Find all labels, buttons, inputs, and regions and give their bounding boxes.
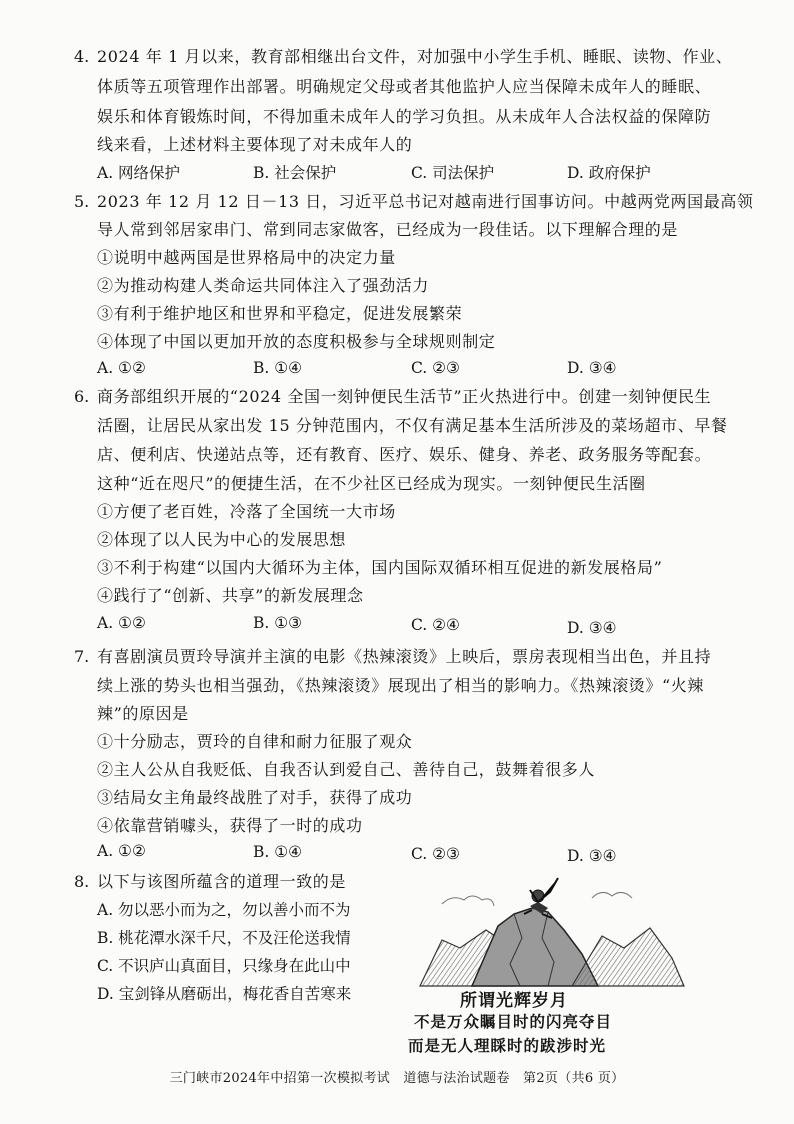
question-text-line: 店、便利店、快递站点等，还有教育、医疗、娱乐、健身、养老、政务服务等配套。 <box>97 445 712 464</box>
option-d: D. 宝剑锋从磨砺出，梅花香自苦寒来 <box>97 985 352 1003</box>
page-footer: 三门峡市2024年中招第一次模拟考试 道德与法治试题卷 第2页（共6 页） <box>169 1071 625 1086</box>
option-a: A. 网络保护 <box>97 164 181 182</box>
question-text-line: 有喜剧演员贾玲导演并主演的电影《热辣滚烫》上映后，票房表现相当出色，并且持 <box>97 647 712 666</box>
question-number: 6. <box>74 387 90 406</box>
question-number: 7. <box>74 647 90 666</box>
option-d: D. 政府保护 <box>567 164 651 182</box>
caption-line-3: 而是无人理睬时的跋涉时光 <box>408 1037 607 1055</box>
question-text-line: 这种“近在咫尺”的便捷生活，在不少社区已经成为现实。一刻钟便民生活圈 <box>97 474 646 493</box>
statement-1: ①方便了老百姓，冷落了全国统一大市场 <box>97 502 396 521</box>
statement-3: ③有利于维护地区和世界和平稳定，促进发展繁荣 <box>97 304 463 323</box>
climber-figure <box>524 878 558 918</box>
statement-2: ②为推动构建人类命运共同体注入了强劲活力 <box>97 276 430 295</box>
option-a: A. 勿以恶小而为之，勿以善小而不为 <box>97 901 351 919</box>
option-c: C. ②④ <box>411 616 460 634</box>
option-a: A. ①② <box>97 359 146 377</box>
statement-4: ④践行了“创新、共享”的新发展理念 <box>97 586 364 605</box>
statement-3: ③结局女主角最终战胜了对手，获得了成功 <box>97 788 413 807</box>
option-b: B. ①④ <box>253 843 303 861</box>
option-c: C. 不识庐山真面目，只缘身在此山中 <box>97 957 351 975</box>
question-text-line: 娱乐和体育锻炼时间，不得加重未成年人的学习负担。从未成年人合法权益的保障防 <box>97 107 712 126</box>
question-text-line: 导人常到邻居家串门、常到同志家做客，已经成为一段佳话。以下理解合理的是 <box>97 220 679 239</box>
question-number: 4. <box>74 47 90 66</box>
statement-3: ③不利于构建“以国内大循环为主体，国内国际双循环相互促进的新发展格局” <box>97 558 663 577</box>
option-d: D. ③④ <box>567 847 617 865</box>
question-text-line: 活圈，让居民从家出发 15 分钟范围内，不仅有满足基本生活所涉及的菜场超市、早餐 <box>97 416 728 435</box>
question-text-line: 续上涨的势头也相当强劲，《热辣滚烫》展现出了相当的影响力。《热辣滚烫》“火辣 <box>97 676 704 695</box>
question-text-line: 2024 年 1 月以来，教育部相继出台文件，对加强中小学生手机、睡眠、读物、作业、 <box>97 47 733 66</box>
option-c: C. 司法保护 <box>411 164 495 182</box>
statement-4: ④体现了中国以更加开放的态度积极参与全球规则制定 <box>97 332 496 351</box>
option-c: C. ②③ <box>411 359 460 377</box>
question-text-line: 以下与该图所蕴含的道理一致的是 <box>97 872 347 891</box>
question-text-line: 2023 年 12 月 12 日－13 日，习近平总书记对越南进行国事访问。中越两党两国最高领 <box>97 192 754 211</box>
statement-1: ①十分励志，贾玲的自律和耐力征服了观众 <box>97 732 413 751</box>
option-b: B. 桃花潭水深千尺，不及汪伦送我情 <box>97 929 351 947</box>
caption-line-1: 所谓光辉岁月 <box>460 991 568 1011</box>
cartoon-illustration <box>402 868 692 1064</box>
option-c: C. ②③ <box>411 845 460 863</box>
question-number: 5. <box>74 192 90 211</box>
question-text-line: 体质等五项管理作出部署。明确规定父母或者其他监护人应当保障未成年人的睡眠、 <box>97 77 712 96</box>
option-d: D. ③④ <box>567 619 617 637</box>
statement-2: ②体现了以人民为中心的发展思想 <box>97 530 347 549</box>
caption-line-2: 不是万众瞩目时的闪亮夺目 <box>414 1013 613 1031</box>
option-a: A. ①② <box>97 842 146 860</box>
option-b: B. ①④ <box>253 359 303 377</box>
option-b: B. 社会保护 <box>253 164 337 182</box>
question-text-line: 线来看，上述材料主要体现了对未成年人的 <box>97 135 413 154</box>
statement-1: ①说明中越两国是世界格局中的决定力量 <box>97 248 396 267</box>
option-a: A. ①② <box>97 614 146 632</box>
option-b: B. ①③ <box>253 614 303 632</box>
question-text-line: 辣”的原因是 <box>97 704 189 723</box>
option-d: D. ③④ <box>567 359 617 377</box>
mountain-climber-drawing <box>402 868 692 988</box>
statement-4: ④依靠营销噱头，获得了一时的成功 <box>97 816 363 835</box>
question-number: 8. <box>74 872 90 891</box>
question-text-line: 商务部组织开展的“2024 全国一刻钟便民生活节”正火热进行中。创建一刻钟便民生 <box>97 387 712 406</box>
statement-2: ②主人公从自我贬低、自我否认到爱自己、善待自己，鼓舞着很多人 <box>97 760 596 779</box>
